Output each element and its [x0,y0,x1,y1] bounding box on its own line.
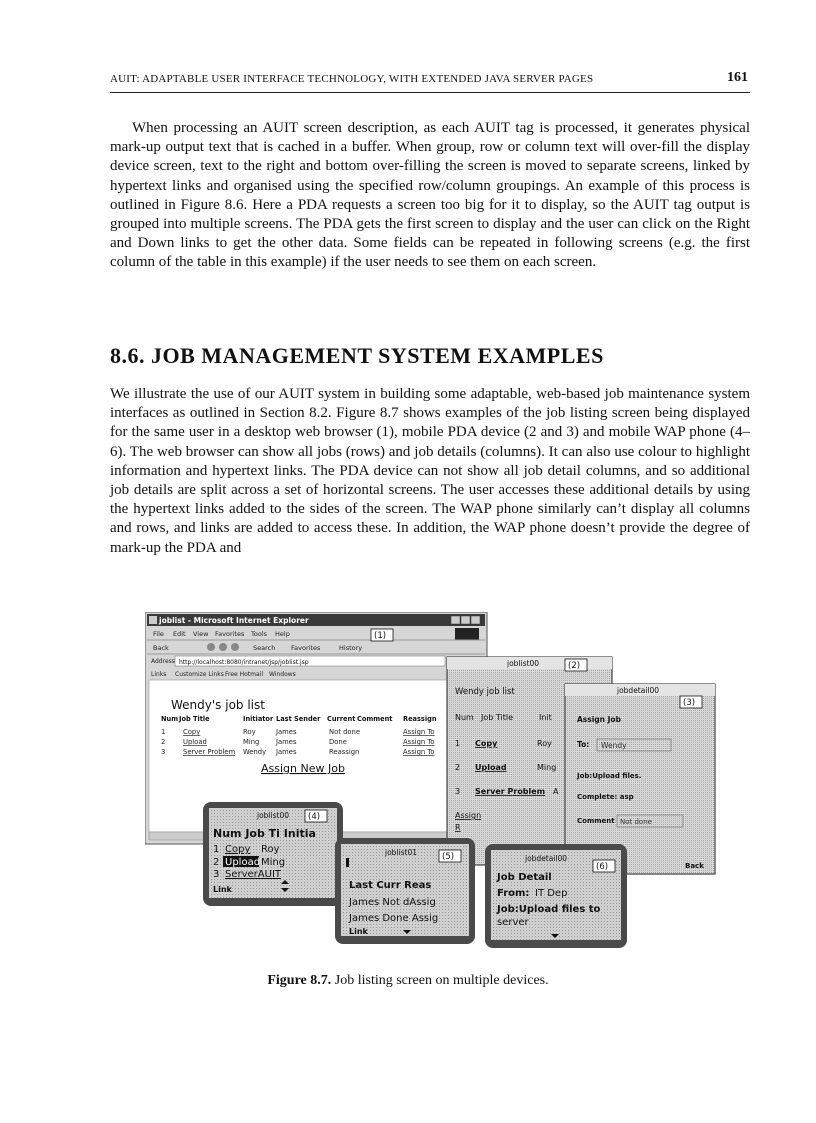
row1-current: Not done [329,728,361,736]
pda-comment-label: Comment [577,817,615,825]
callout-1: (1) [374,631,387,641]
toolbar-back[interactable]: Back [153,644,169,652]
col-current: Current [327,715,356,723]
row1-sender: James [276,728,297,736]
col-reassign: Reassign [403,715,437,723]
links-label: Links [151,671,167,678]
row2-sender: James [276,738,297,746]
assign-new-job-link[interactable]: Assign New Job [261,762,345,775]
pda-to-value: Wendy [601,741,627,750]
callout-6: (6) [596,862,609,872]
wap-row1-link[interactable]: Copy [225,844,251,855]
wap-list2-row1[interactable]: James Not dAssig [349,897,436,908]
stop-icon[interactable] [207,643,215,651]
pda-row2-init: Ming [537,763,557,772]
row1-num: 1 [161,728,166,736]
menu-edit[interactable]: Edit [173,630,186,638]
pda-row3-init: A [553,787,559,796]
toolbar-favorites[interactable]: Favorites [291,644,321,652]
wap-list-header: Num Job Ti Initia [213,827,316,840]
pda-to-label: To: [577,740,590,749]
menu-help[interactable]: Help [275,630,290,638]
row1-initiator: Roy [243,728,256,736]
pda-assign-link[interactable]: Assign [455,811,482,820]
pda-back-button[interactable]: Back [685,862,704,870]
wap-row2-init: Ming [261,857,286,868]
menu-view[interactable]: View [193,630,209,638]
menu-favorites[interactable]: Favorites [215,630,245,638]
wap-job-line2: server [497,917,529,928]
row3-job-link[interactable]: Server Problem [183,748,236,756]
refresh-icon[interactable] [219,643,227,651]
col-initiator: Initiator [243,715,274,723]
wap-detail-screen [485,844,627,948]
page-header [110,70,750,93]
wap-list2-row2[interactable]: James Done Assig [349,913,439,924]
wap-detail-title: jobdetail00 [525,854,568,863]
row3-sender: James [276,748,297,756]
pda-col-init: Init [539,713,552,722]
wap-list2-softkey[interactable]: Link [349,927,368,936]
figure-screenshots [145,612,725,962]
callout-4: (4) [308,812,321,822]
pda-row3-num: 3 [455,787,461,796]
maximize-icon[interactable] [461,616,470,624]
col-job-title: Job Title [179,715,210,723]
row2-assign-link[interactable]: Assign To [403,738,435,746]
menu-tools[interactable]: Tools [251,630,268,638]
pda-list-heading: Wendy job list [455,687,515,697]
link-customize[interactable]: Customize Links [175,671,224,678]
pda-row2-link[interactable]: Upload [475,763,507,772]
wap-row2-link-selected[interactable]: Upload [225,857,261,868]
row2-initiator: Ming [243,738,260,746]
pda-list-title: joblist00 [507,659,539,668]
pda-row1-link[interactable]: Copy [475,739,498,748]
ie-logo-icon [149,616,157,624]
wap-from-label: From: [497,888,530,899]
wap-list-softkey[interactable]: Link [213,885,232,894]
row2-current: Done [329,738,347,746]
home-icon[interactable] [231,643,239,651]
toolbar-search[interactable]: Search [253,644,276,652]
wap-row3-link[interactable]: ServerAUIT [225,869,282,880]
ie-throbber-icon [455,628,479,640]
wap-detail-heading: Job Detail [497,872,552,883]
toolbar-history[interactable]: History [339,644,363,652]
wap-list2-header: Last Curr Reas [349,880,432,891]
row2-num: 2 [161,738,166,746]
pda-assign-job-heading: Assign Job [577,715,621,724]
page-number: 161 [727,70,748,85]
pda-complete-line: Complete: asp [577,793,634,801]
address-label: Address [151,658,175,665]
wap-job-line: Job:Upload files to [497,904,601,915]
row3-initiator: Wendy [243,748,267,756]
wap-list-title: joblist00 [257,811,289,820]
running-head: AUIT: ADAPTABLE USER INTERFACE TECHNOLOGY, WITH EXTENDED JAVA SERVER PAGES [110,73,594,85]
callout-3: (3) [683,698,696,708]
menu-file[interactable]: File [153,630,164,638]
wap-cursor-icon [346,858,349,867]
pda-job-line: Job:Upload files. [577,772,642,780]
wap-list2-title: joblist01 [385,848,417,857]
job-list-heading: Wendy's job list [171,698,265,712]
row3-current: Reassign [329,748,360,756]
wap-row1-init: Roy [261,844,280,855]
figure-8-7 [145,612,725,962]
pda-row1-init: Roy [537,739,552,748]
callout-5: (5) [442,852,455,862]
wap-list2-screen [335,838,475,944]
row1-job-link[interactable]: Copy [183,728,201,736]
paragraph-2: We illustrate the use of our AUIT system in building some adaptable, web-based job maintenance system interfaces as outlined in Section 8.2. Figure 8.7 shows examples of the job listing screen being displayed for the same user in a desktop web browser (1), mobile PDA device (2 and 3) and mobile WAP phone (4–6). The web browser can show all jobs (rows) and job details (columns). It can also use colour to highlight information and hypertext links. The PDA device can not show all job detail columns, and so additional job details are split across a set of horizontal screens. The user accesses these additional details by using the hypertext links added to the sides of the screen. The WAP phone similarly can’t display all columns and rows, and links are added to access these. In addition, the WAP phone doesn’t provide the degree of mark-up the PDA and [110,386,750,556]
wap-row1-num: 1 [213,844,220,855]
callout-2: (2) [568,661,581,671]
pda-col-num: Num [455,713,474,722]
col-last-sender: Last Sender [276,715,321,723]
wap-row3-num: 3 [213,869,220,880]
paragraph-1: When processing an AUIT screen description, as each AUIT tag is processed, it generates physical mark-up output text that is cached in a buffer. When group, row or column text will over-fill the display device screen, text to the right and bottom over-filling the screen is moved to separate screens, linked by hypertext links and organised using the specified row/column groupings. An example of this process is outlined in Figure 8.6. Here a PDA requests a screen too big for it to display, so the AUIT tag output is grouped into multiple screens. The PDA gets the first screen to display and the user can click on the Right and Down links to get the other data. Some fields can be repeated in following screens (e.g. the first column of the table in this example) if the user needs to see them on each screen. [110,120,750,271]
pda-row1-num: 1 [455,739,461,748]
pda-detail-title: jobdetail00 [617,686,660,695]
pda-row3-link[interactable]: Server Problem [475,787,546,796]
pda-row2-num: 2 [455,763,461,772]
row3-assign-link[interactable]: Assign To [403,748,435,756]
pda-col-title: Job Title [481,713,514,722]
caption-label: Figure 8.7. [267,973,332,988]
minimize-icon[interactable] [451,616,460,624]
link-hotmail[interactable]: Free Hotmail [225,671,264,678]
address-url: http://localhost:8080/intranet/jsp/joblist.jsp [179,659,309,666]
link-windows[interactable]: Windows [269,671,296,678]
caption-text: Job listing screen on multiple devices. [334,973,549,988]
row1-assign-link[interactable]: Assign To [403,728,435,736]
wap-list-screen [203,802,343,906]
wap-from-value: IT Dep [535,888,568,899]
browser-title: joblist - Microsoft Internet Explorer [159,616,309,625]
close-icon[interactable] [471,616,480,624]
col-comment: Comment [357,715,393,723]
pda-right-link[interactable]: R [455,823,461,832]
section-title: 8.6. JOB MANAGEMENT SYSTEM EXAMPLES [110,343,604,368]
figure-caption [0,973,816,989]
wap-row2-num: 2 [213,857,220,868]
pda-comment-value: Not done [620,818,652,826]
col-num: Num [161,715,179,723]
row2-job-link[interactable]: Upload [183,738,207,746]
row3-num: 3 [161,748,166,756]
